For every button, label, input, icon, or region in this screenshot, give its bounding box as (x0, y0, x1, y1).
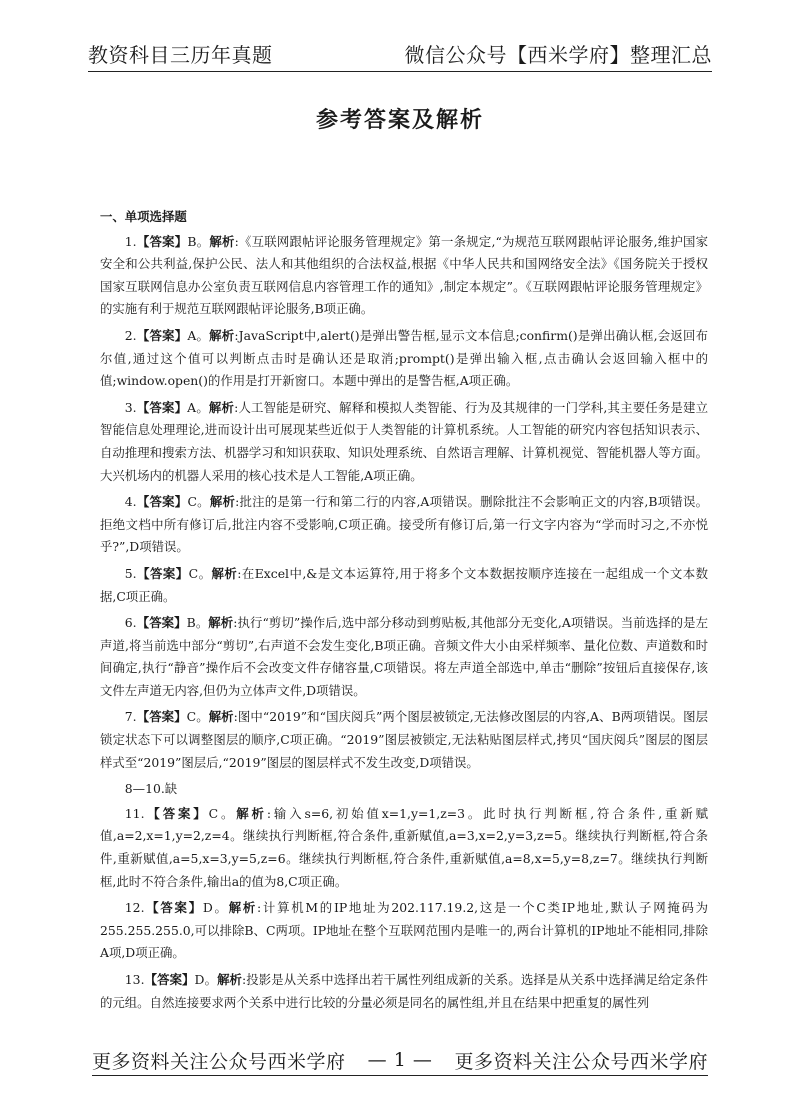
answer-label: 【答案】 (144, 900, 203, 916)
header-divider (88, 71, 712, 72)
explanation-text: :《互联网跟帖评论服务管理规定》第一条规定,“为规范互联网跟帖评论服务,维护国家安全和公共利益,保护公民、法人和其他组织的合法权益,根据《中华人民共和国网络安全法》《国务院关于授权国家互联网信息办公室负责互联网信息内容管理工作的通知》,制定本规定”。《互联网跟帖评论服务管理规定》的实施有利于规范互联网跟帖评论服务,B项正确。 (100, 233, 709, 317)
answer-list (100, 231, 708, 1015)
answer-choice: C。 (186, 709, 209, 725)
question-number: 11. (124, 805, 145, 821)
explanation-text: :批注的是第一行和第二行的内容,A项错误。删除批注不会影响正文的内容,B项错误。拒绝文档中所有修订后,批注内容不受影响,C项正确。接受所有修订后,第一行文字内容为“学而时习之,不亦悦乎?”,D项错误。 (100, 494, 709, 555)
answer-choice: B。 (187, 233, 210, 249)
answer-choice: D。 (194, 972, 218, 987)
page-title: 参考答案及解析 (315, 108, 484, 133)
explanation-label: 解析 (208, 399, 235, 415)
answer-item (100, 706, 708, 774)
answer-label: 【答案】 (144, 805, 209, 821)
explanation-text: :执行“剪切”操作后,选中部分移动到剪贴板,其他部分无变化,A项错误。当前选择的是左声道,将当前选中部分“剪切”,右声道不会发生变化,B项正确。音频文件大小由采样频率、量化位数、声道数和时间确定,执行“静音”操作后不会改变文件存储容量,C项错误。将左声道全部选中,单击“删除”按钮后直接保存,该文件左声道无内容,但仍为立体声文件,D项错误。 (100, 615, 709, 698)
explanation-text: :输入s=6,初始值x=1,y=1,z=3。此时执行判断框,符合条件,重新赋值,a=2,x=1,y=2,z=4。继续执行判断框,符合条件,重新赋值,a=3,x=2,y=3,z=5。继续执行判断框,符合条件,重新赋值,a=5,x=3,y=5,z=6。继续执行判断框,符合条件,重新赋值,a=8,x=5,y=8,z=7。继续执行判断框,此时不符合条件,输出a的值为8,C项正确。 (100, 805, 709, 889)
explanation-label: 解析 (208, 615, 234, 631)
question-number: 3. (124, 399, 137, 415)
footer-divider (92, 1075, 708, 1076)
answer-item (100, 563, 708, 608)
answer-choice: A。 (187, 327, 210, 343)
footer-right-text: 更多资料关注公众号西米学府 (454, 1050, 708, 1073)
explanation-label: 解析 (211, 565, 238, 581)
explanation-label: 解析 (209, 233, 235, 249)
answer-item (100, 491, 708, 559)
answer-label: 【答案】 (136, 565, 189, 581)
answer-item (100, 325, 708, 393)
answer-choice: D。 (202, 900, 229, 916)
answer-choice: A。 (187, 399, 209, 415)
section-heading: 一、单项选择题 (100, 209, 187, 224)
answer-label: 【答案】 (136, 233, 188, 249)
explanation-text: :在Excel中,&是文本运算符,用于将多个文本数据按顺序连接在一起组成一个文本数据,C项正确。 (100, 565, 708, 604)
answer-item (100, 231, 708, 321)
answer-choice: C。 (188, 565, 212, 581)
answer-item (100, 397, 708, 487)
page-number: — 1 — (367, 1049, 433, 1071)
answer-label: 【答案】 (136, 709, 187, 725)
page-header (88, 38, 712, 68)
answer-item (100, 803, 708, 893)
explanation-label: 解析 (236, 805, 267, 821)
question-number: 5. (124, 565, 137, 581)
answer-label: 【答案】 (136, 399, 188, 415)
explanation-text: :图中“2019”和“国庆阅兵”两个图层被锁定,无法修改图层的内容,A、B两项错误。图层锁定状态下可以调整图层的顺序,C项正确。“2019”图层被锁定,无法粘贴图层样式,拷贝“国庆阅兵”图层的图层样式至“2019”图层后,“2019”图层的图层样式不发生改变,D项错误。 (100, 709, 709, 770)
answer-label: 【答案】 (136, 494, 188, 510)
explanation-text: :JavaScript中,alert()是弹出警告框,显示文本信息;confirm()是弹出确认框,会返回布尔值,通过这个值可以判断点击时是确认还是取消;prompt()是弹出输入框,点击确认会返回输入框中的值;window.open()的作用是打开新窗口。本题中弹出的是警告框,A项正确。 (100, 327, 709, 389)
answer-label: 【答案】 (144, 972, 195, 987)
question-number: 6. (124, 615, 137, 631)
explanation-label: 解析 (209, 327, 235, 343)
explanation-text: :计算机M的IP地址为202.117.19.2,这是一个C类IP地址,默认子网掩码为255.255.255.0,可以排除B、C两项。IP地址在整个互联网范围内是唯一的,两台计算机的IP地址不能相同,排除A项,D项正确。 (100, 900, 709, 961)
question-number: 12. (124, 900, 145, 916)
header-left-text: 教资科目三历年真题 (88, 43, 273, 67)
question-number: 4. (124, 494, 137, 510)
footer-left-text: 更多资料关注公众号西米学府 (92, 1050, 346, 1073)
answer-choice: C。 (187, 494, 210, 510)
missing-items-note: 8—10.缺 (124, 781, 178, 797)
question-number: 2. (124, 327, 137, 343)
answer-choice: B。 (186, 615, 209, 631)
answer-choice: C。 (208, 805, 237, 821)
question-number: 7. (124, 709, 137, 725)
explanation-label: 解析 (217, 972, 243, 987)
question-number: 13. (124, 972, 145, 987)
explanation-label: 解析 (228, 900, 257, 916)
explanation-label: 解析 (208, 709, 234, 725)
page-footer (92, 1048, 708, 1072)
answer-item (100, 897, 708, 965)
header-right-text: 微信公众号【西米学府】整理汇总 (404, 43, 712, 67)
answer-label: 【答案】 (136, 327, 188, 343)
answer-item (100, 612, 708, 702)
explanation-label: 解析 (209, 494, 236, 510)
explanation-text: :人工智能是研究、解释和模拟人类智能、行为及其规律的一门学科,其主要任务是建立智能信息处理理论,进而设计出可展现某些近似于人类智能的计算机系统。人工智能的研究内容包括知识表示、自动推理和搜索方法、机器学习和知识获取、知识处理系统、自然语言理解、计算机视觉、智能机器人等方面。大兴机场内的机器人采用的核心技术是人工智能,A项正确。 (100, 399, 709, 483)
explanation-text: :投影是从关系中选择出若干属性列组成新的关系。选择是从关系中选择满足给定条件的元组。自然连接要求两个关系中进行比较的分量必须是同名的属性组,并且在结果中把重复的属性列 (100, 972, 709, 1010)
answer-label: 【答案】 (136, 615, 187, 631)
answer-item (100, 969, 708, 1014)
question-number: 1. (124, 233, 137, 249)
answer-content (100, 206, 708, 1018)
